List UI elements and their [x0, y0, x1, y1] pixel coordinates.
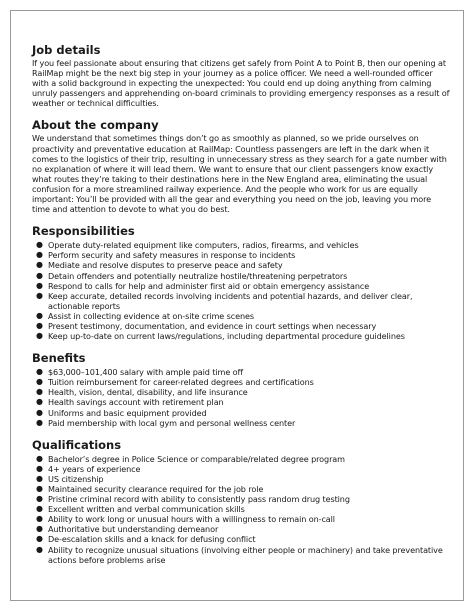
about-company-text: We understand that sometimes things don’t go as smoothly as planned, so we pride ourselves on proactivity and preventative education at RailMap: Countless passengers are left in the dark when it comes to the logistics of their trip, resulting in unnecessary stress as they search for a gate number with no explanation of where it will lead them. We want to ensure that our client passengers know exactly what routes they’re taking to their destinations here in the New England area, eliminating the usual confusion for a more streamlined railway experience. And the people who work for us are equally important: You’ll be provided with all the gear and everything you need on the job, leaving you more time and attention to devote to what you do best. [32, 133, 447, 215]
list-item [32, 397, 450, 407]
list-item [32, 464, 450, 474]
list-item [32, 377, 450, 387]
bullet-icon: ● [36, 270, 43, 280]
list-item [32, 321, 450, 331]
about-company-section [32, 118, 450, 214]
responsibilities-list [32, 240, 450, 341]
list-item [32, 504, 450, 514]
bullet-icon: ● [36, 310, 43, 320]
bullet-icon: ● [36, 290, 43, 300]
bullet-icon: ● [36, 250, 43, 260]
list-item-text: Tuition reimbursement for career-related degrees and certifications [48, 377, 314, 388]
list-item-text: Mediate and resolve disputes to preserve peace and safety [48, 260, 283, 271]
list-item-text: Ability to recognize unusual situations (involving either people or machinery) and take preventative actions before problems arise [48, 544, 443, 565]
list-item-text: Health savings account with retirement plan [48, 397, 224, 408]
list-item [32, 311, 450, 321]
list-item-text: $63,000–101,400 salary with ample paid time off [48, 367, 244, 378]
list-item [32, 408, 450, 418]
list-item-text: Excellent written and verbal communication skills [48, 504, 245, 515]
list-item [32, 534, 450, 544]
list-item [32, 281, 450, 291]
list-item [32, 367, 450, 377]
bullet-icon: ● [36, 453, 43, 463]
list-item-text: Assist in collecting evidence at on-site crime scenes [48, 310, 255, 321]
bullet-icon: ● [36, 320, 43, 330]
bullet-icon: ● [36, 280, 43, 290]
list-item-text: Health, vision, dental, disability, and life insurance [48, 387, 248, 398]
list-item-text: Pristine criminal record with ability to consistently pass random drug testing [48, 494, 350, 505]
bullet-icon: ● [36, 524, 43, 534]
bullet-icon: ● [36, 534, 43, 544]
about-company-heading: About the company [32, 118, 159, 133]
bullet-icon: ● [36, 377, 43, 387]
job-description [32, 43, 450, 575]
document-page [10, 10, 464, 601]
list-item-text: Ability to work long or unusual hours with a willingness to remain on-call [48, 514, 335, 525]
list-item-text: Authoritative but understanding demeanor [48, 524, 219, 535]
list-item-text: 4+ years of experience [48, 463, 141, 474]
list-item [32, 494, 450, 504]
list-item [32, 514, 450, 524]
list-item-text: Perform security and safety measures in response to incidents [48, 250, 296, 261]
list-item-text: Keep up-to-date on current laws/regulations, including departmental procedure guidelines [48, 331, 405, 342]
list-item [32, 271, 450, 281]
list-item [32, 418, 450, 428]
list-item-text: Operate duty-related equipment like computers, radios, firearms, and vehicles [48, 240, 359, 251]
list-item-text: Respond to calls for help and administer first aid or obtain emergency assistance [48, 280, 370, 291]
responsibilities-heading: Responsibilities [32, 224, 135, 239]
bullet-icon: ● [36, 397, 43, 407]
bullet-icon: ● [36, 331, 43, 341]
list-item [32, 474, 450, 484]
list-item [32, 524, 450, 534]
qualifications-section [32, 438, 450, 565]
list-item [32, 484, 450, 494]
list-item [32, 545, 450, 565]
list-item-text: Uniforms and basic equipment provided [48, 407, 207, 418]
bullet-icon: ● [36, 514, 43, 524]
list-item-text: De-escalation skills and a knack for defusing conflict [48, 534, 256, 545]
bullet-icon: ● [36, 417, 43, 427]
list-item [32, 387, 450, 397]
benefits-section [32, 351, 450, 428]
list-item [32, 291, 450, 311]
job-details-section [32, 43, 450, 108]
job-details-text: If you feel passionate about ensuring that citizens get safely from Point A to Point B, then our opening at RailMap might be the next big step in your journey as a police officer. We need a well-rounded officer with a solid background in expecting the unexpected: You could end up doing anything from calming unruly passengers and apprehending on-board criminals to providing emergency responses as a result of weather or technical difficulties. [32, 58, 450, 109]
bullet-icon: ● [36, 494, 43, 504]
list-item-text: Present testimony, documentation, and evidence in court settings when necessary [48, 320, 377, 331]
list-item-text: US citizenship [48, 473, 104, 484]
list-item [32, 454, 450, 464]
list-item [32, 240, 450, 250]
bullet-icon: ● [36, 260, 43, 270]
list-item-text: Bachelor’s degree in Police Science or comparable/related degree program [48, 453, 345, 464]
qualifications-list [32, 454, 450, 565]
bullet-icon: ● [36, 407, 43, 417]
bullet-icon: ● [36, 387, 43, 397]
list-item-text: Keep accurate, detailed records involving incidents and potential hazards, and deliver clear, actionable reports [48, 290, 413, 311]
list-item [32, 331, 450, 341]
bullet-icon: ● [36, 367, 43, 377]
list-item [32, 250, 450, 260]
bullet-icon: ● [36, 484, 43, 493]
bullet-icon: ● [36, 544, 43, 554]
bullet-icon: ● [36, 240, 43, 250]
list-item-text: Detain offenders and potentially neutralize hostile/threatening perpetrators [48, 270, 348, 281]
bullet-icon: ● [36, 504, 43, 514]
benefits-list [32, 367, 450, 428]
bullet-icon: ● [36, 473, 43, 483]
bullet-icon: ● [36, 463, 43, 473]
benefits-heading: Benefits [32, 351, 86, 366]
list-item-text: Paid membership with local gym and personal wellness center [48, 417, 296, 428]
job-details-heading: Job details [32, 43, 101, 57]
list-item-text: Maintained security clearance required for the job role [48, 484, 264, 494]
list-item [32, 260, 450, 270]
responsibilities-section [32, 224, 450, 341]
qualifications-heading: Qualifications [32, 437, 122, 452]
